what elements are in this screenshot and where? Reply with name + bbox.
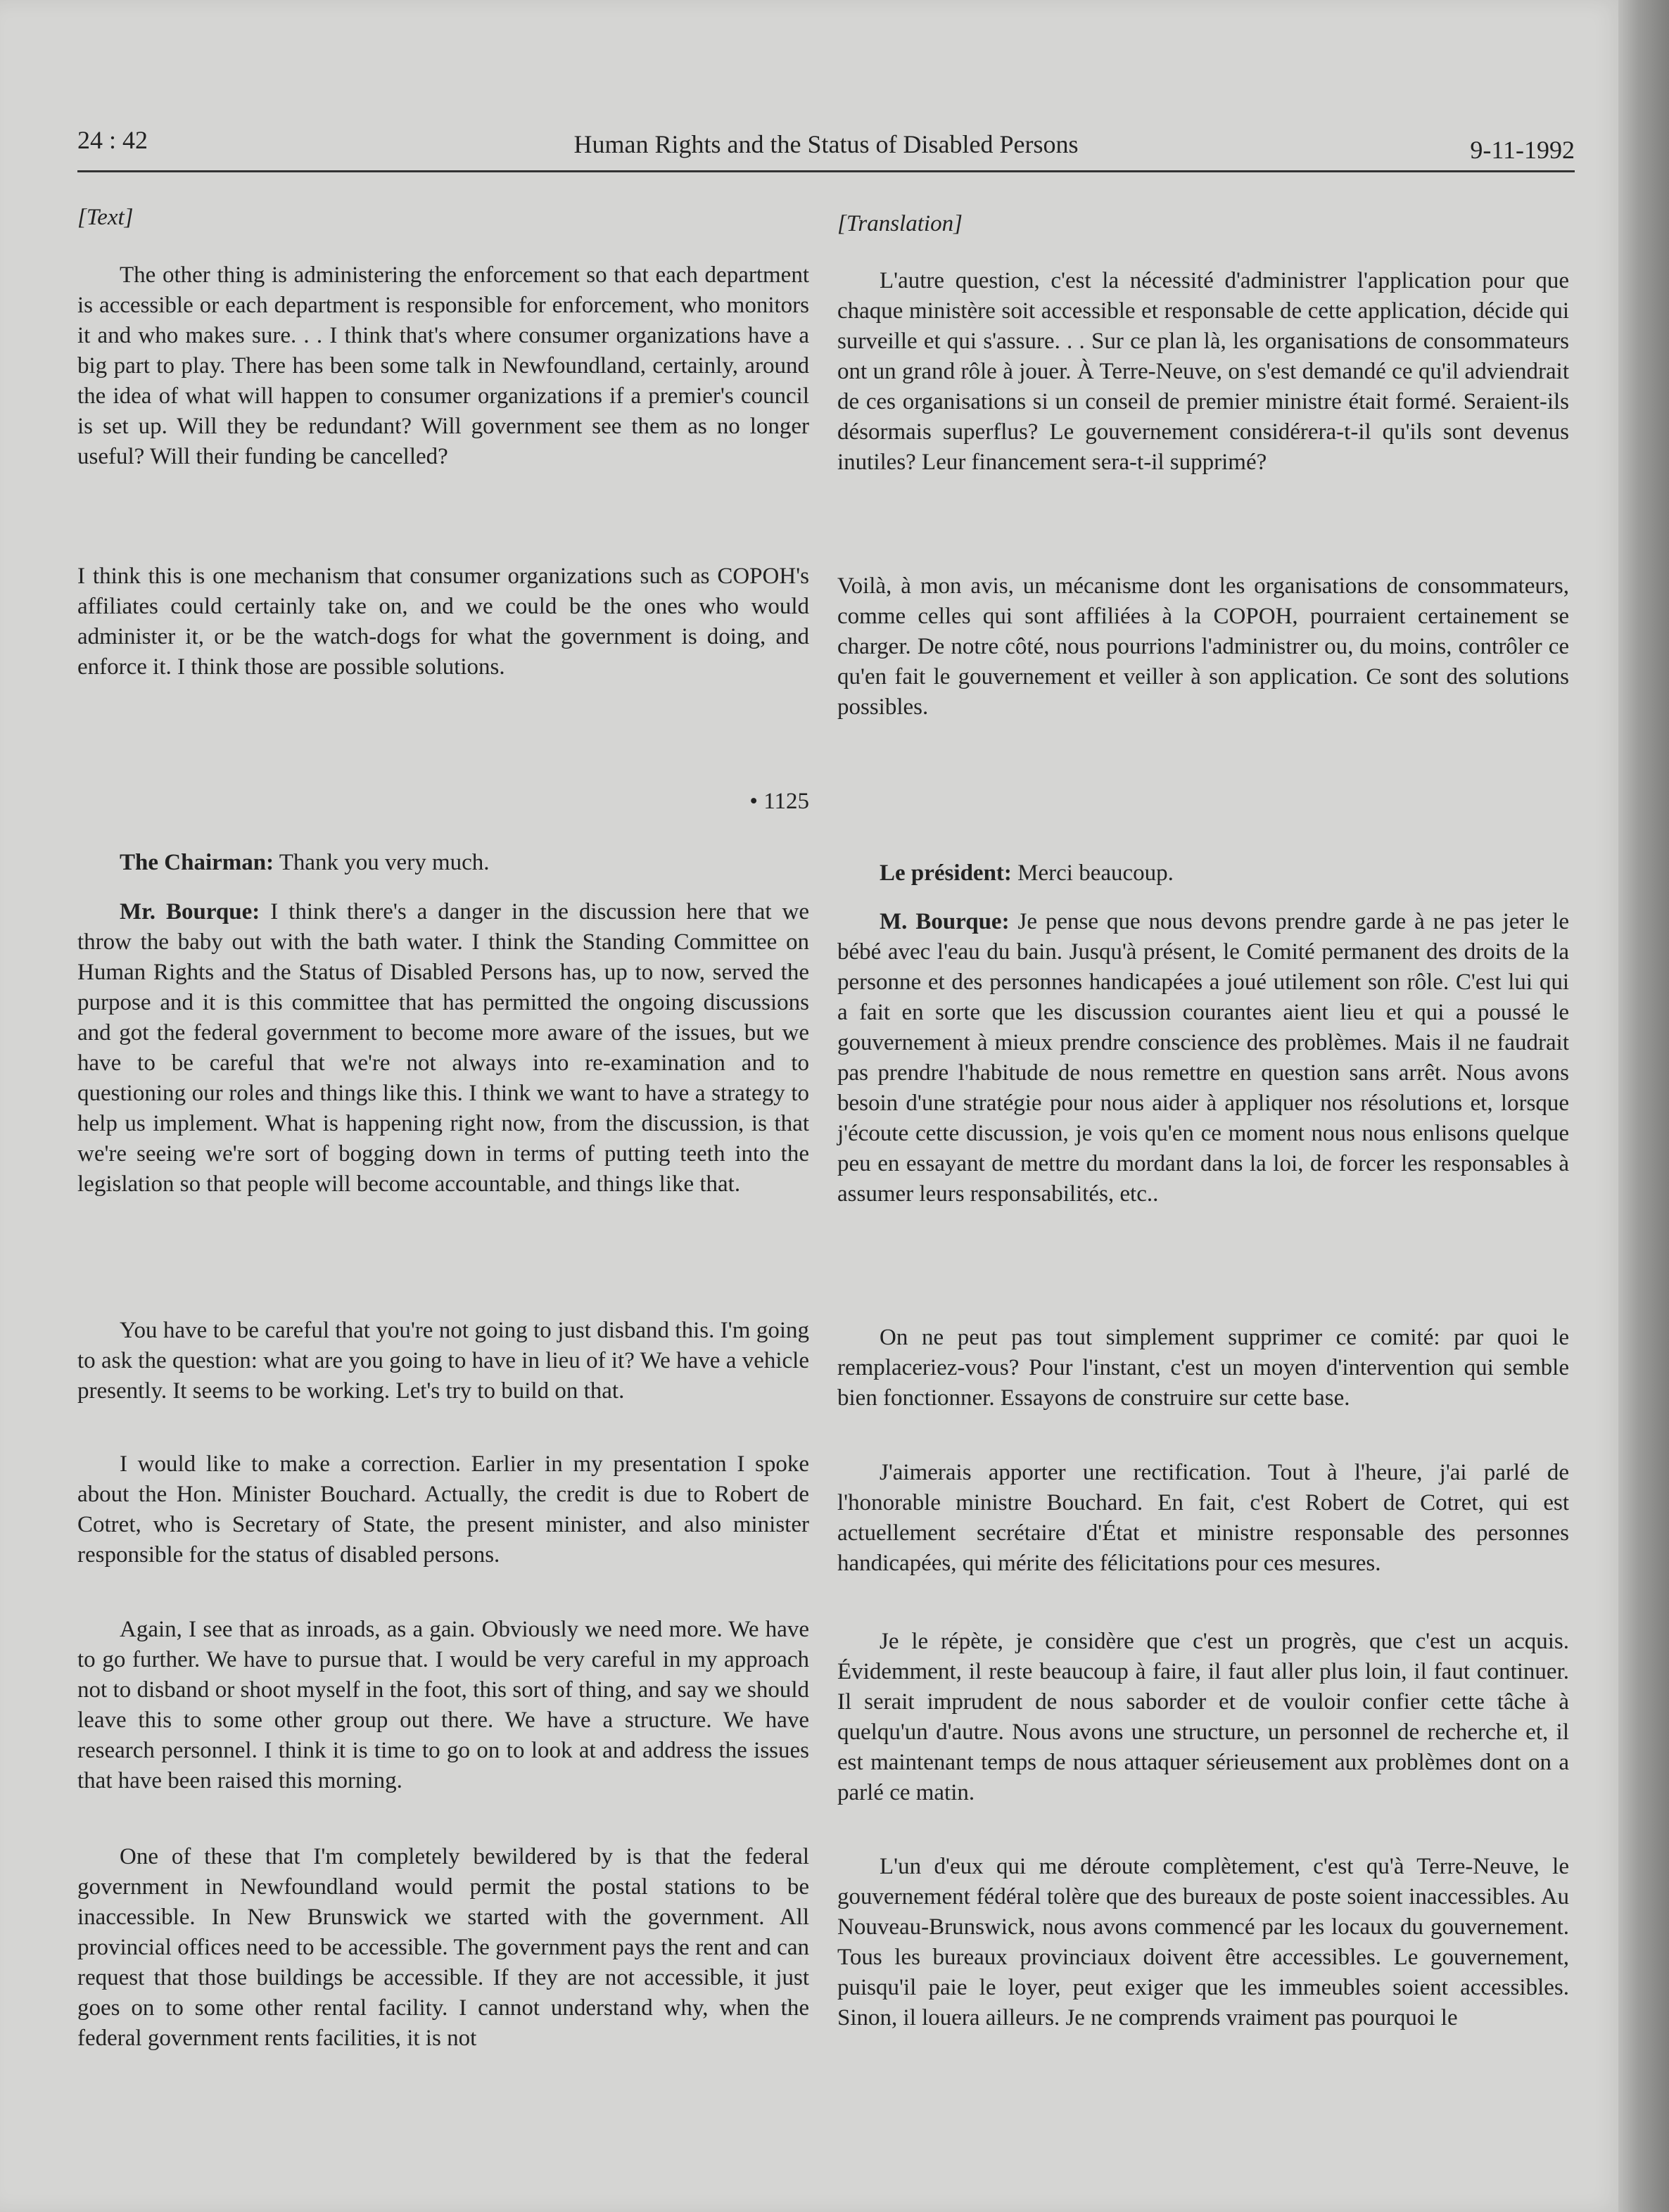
speaker-name: The Chairman: (120, 850, 274, 875)
time-marker: • 1125 (749, 789, 809, 814)
speech-text: Thank you very much. (279, 850, 490, 875)
speaker-name: M. Bourque: (880, 909, 1010, 934)
speech-text: Je pense que nous devons prendre garde à ne pas jeter le bébé avec l'eau du bain. Jusqu'à présent, le Comité permanent des droits de la personne et des personnes handicapées a joué utilement son rôle. C'est lui qui a fait en sorte que les discussion courantes aient lieu et qui a poussé le gouvernement à mieux prendre conscience des problèmes. Mais il ne faudrait pas prendre l'habitude de nous remettre en question sans arrêt. Nous avons besoin d'une stratégie pour nous aider à appliquer nos résolutions et, lorsque j'écoute cette discussion, je vois qu'en ce moment nous nous enlisons quelque peu en essayant de mettre du mordant dans la loi, de forcer les responsables à assumer leurs responsabilités, etc.. (837, 909, 1569, 1207)
speech-text: Merci beaucoup. (1017, 860, 1174, 886)
english-paragraph-1: The other thing is administering the enforcement so that each department is accessible or each department is responsible for enforcement, who monitors it and who makes sure. . . I think that's where consumer organizations have a big part to play. There has been some talk in Newfoundland, certainly, around the idea of what will happen to consumer organizations if a premier's council is set up. Will they be redundant? Will government see them as no longer useful? Will their funding be cancelled? (77, 262, 809, 469)
speaker-name: Le président: (880, 860, 1012, 886)
english-paragraph-6: Again, I see that as inroads, as a gain. Obviously we need more. We have to go further. We have to pursue that. I would be very careful in my approach not to disband or shoot myself in the foot, this sort of thing, and say we should leave this to some other group out there. We have a structure. We have research personnel. I think it is time to go on to look at and address the issues that have been raised this morning. (77, 1617, 809, 1793)
text-label: [Text] (77, 205, 134, 230)
french-paragraph-1: L'autre question, c'est la nécessité d'administrer l'application pour que chaque ministère soit accessible et responsable de cette application, décide qui surveille et qui s'assure. . . Sur ce plan là, les organisations de consommateurs ont un grand rôle à jouer. À Terre-Neuve, on s'est demandé ce qu'il adviendrait de ces organisations si un conseil de premier ministre était formé. Seraient-ils désormais superflus? Le gouvernement considérera-t-il qu'ils sont devenus inutiles? Leur financement sera-t-il supprimé? (837, 268, 1569, 475)
french-paragraph-5: J'aimerais apporter une rectification. Tout à l'heure, j'ai parlé de l'honorable ministre Bouchard. En fait, c'est Robert de Cotret, qui est actuellement secrétaire d'État et ministre responsable des personnes handicapées, qui mérite des félicitations pour ces mesures. (837, 1460, 1569, 1576)
page-edge-shadow (1618, 0, 1669, 2212)
english-paragraph-5: I would like to make a correction. Earlier in my presentation I spoke about the Hon. Minister Bouchard. Actually, the credit is due to Robert de Cotret, who is Secretary of State, the present minister, and also minister responsible for the status of disabled persons. (77, 1451, 809, 1568)
french-paragraph-4: On ne peut pas tout simplement supprimer ce comité: par quoi le remplaceriez-vous? Pour l'instant, c'est un moyen d'intervention qui semble bien fonctionner. Essayons de construire sur cette base. (837, 1325, 1569, 1411)
speaker-name: Mr. Bourque: (120, 899, 260, 924)
english-paragraph-7: One of these that I'm completely bewildered by is that the federal government in Newfoundland would permit the postal stations to be inaccessible. In New Brunswick we started with the government. All provincial offices need to be accessible. The government pays the rent and can request that those buildings be accessible. If they are not accessible, it just goes on to some other rental facility. I cannot understand why, when the federal government rents facilities, it is not (77, 1844, 809, 2051)
french-paragraph-2: Voilà, à mon avis, un mécanisme dont les organisations de consommateurs, comme celles qui sont affiliées à la COPOH, pourraient certainement se charger. De notre côté, nous pourrions l'administrer ou, du moins, contrôler ce qu'en fait le gouvernement et veiller à son application. Ce sont des solutions possibles. (837, 573, 1569, 720)
running-title: Human Rights and the Status of Disabled Persons (573, 130, 1079, 158)
english-chairman-remark (77, 848, 809, 878)
english-paragraph-4: You have to be careful that you're not going to just disband this. I'm going to ask the question: what are you going to have in lieu of it? We have a vehicle presently. It seems to be working. Let's try to build on that. (77, 1318, 809, 1404)
french-bourque-remark (837, 907, 1569, 1209)
header-date: 9-11-1992 (1470, 136, 1575, 164)
speech-text: I think there's a danger in the discussion here that we throw the baby out with the bath water. I think the Standing Committee on Human Rights and the Status of Disabled Persons has, up to now, served the purpose and it is this committee that has permitted the ongoing discussions and got the federal government to become more aware of the issues, but we have to be careful that we're not always into re-examination and to questioning our roles and things like this. I think we want to have a strategy to help us implement. What is happening right now, from the discussion, is that we're seeing we're sort of bogging down in terms of putting teeth into the legislation so that people will become accountable, and things like that. (77, 899, 809, 1197)
translation-label: [Translation] (837, 211, 963, 236)
english-bourque-remark (77, 897, 809, 1200)
page-header (77, 125, 1575, 172)
french-paragraph-6: Je le répète, je considère que c'est un progrès, que c'est un acquis. Évidemment, il reste beaucoup à faire, il faut aller plus loin, il faut continuer. Il serait imprudent de nous saborder et de vouloir confier cette tâche à quelqu'un d'autre. Nous avons une structure, un personnel de recherche et, il est maintenant temps de nous attaquer sérieusement aux problèmes dont on a parlé ce matin. (837, 1629, 1569, 1805)
french-paragraph-7: L'un d'eux qui me déroute complètement, c'est qu'à Terre-Neuve, le gouvernement fédéral tolère que des bureaux de poste soient inaccessibles. Au Nouveau-Brunswick, nous avons commencé par les locaux du gouvernement. Tous les bureaux provinciaux doivent être accessibles. Le gouvernement, puisqu'il paie le loyer, peut exiger que les immeubles soient accessibles. Sinon, il louera ailleurs. Je ne comprends vraiment pas pourquoi le (837, 1854, 1569, 2030)
english-paragraph-2: I think this is one mechanism that consumer organizations such as COPOH's affiliates could certainly take on, and we could be the ones who would administer it, or be the watch-dogs for what the government is doing, and enforce it. I think those are possible solutions. (77, 564, 809, 680)
french-chairman-remark (837, 858, 1569, 889)
page-reference: 24 : 42 (77, 126, 148, 154)
